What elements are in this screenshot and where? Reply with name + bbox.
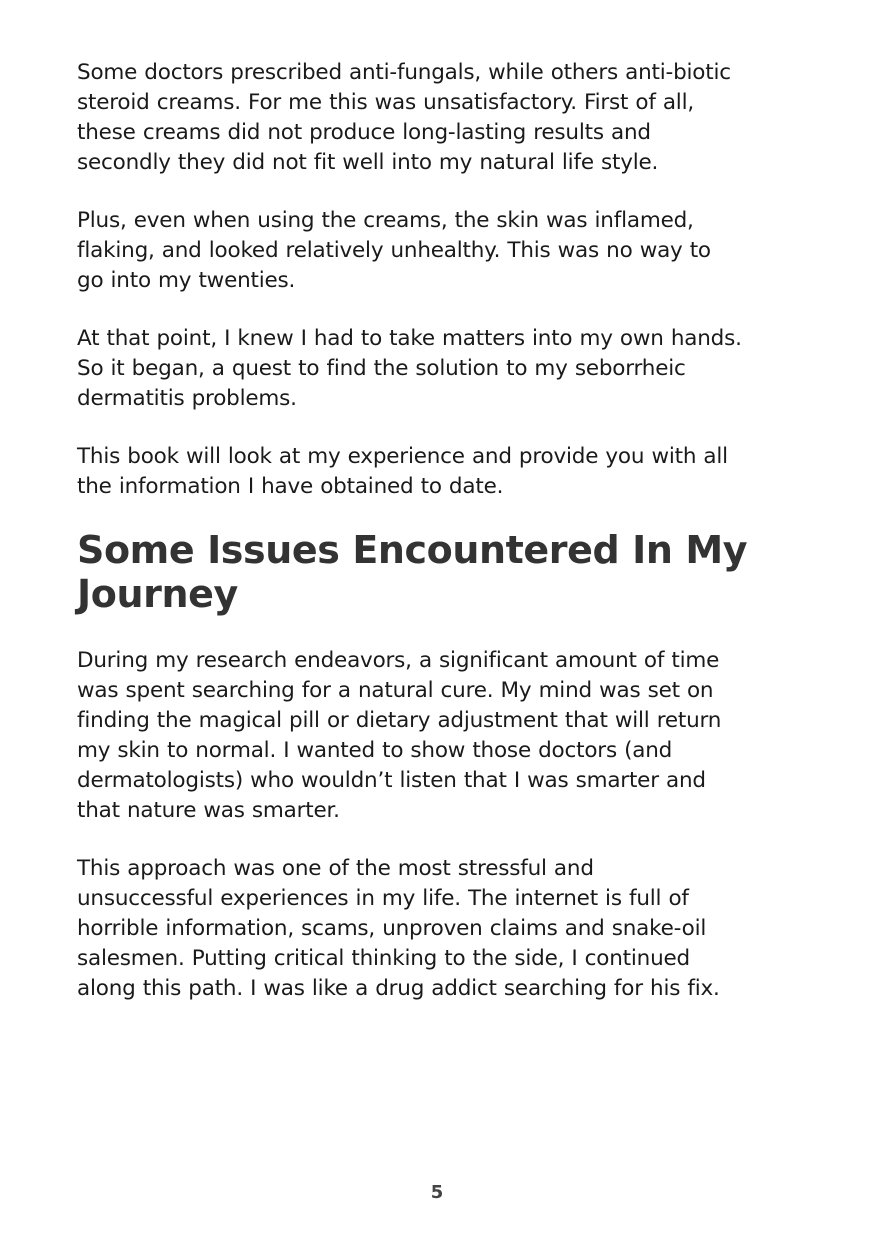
paragraph xyxy=(77,442,807,502)
text-line: During my research endeavors, a significant amount of time xyxy=(77,648,720,673)
paragraph xyxy=(77,646,807,826)
text-line: This book will look at my experience and provide you with all xyxy=(77,444,728,469)
text-line: go into my twenties. xyxy=(77,268,296,293)
heading-line: Some Issues Encountered In My xyxy=(77,528,748,572)
text-line: the information I have obtained to date. xyxy=(77,474,504,499)
text-line: these creams did not produce long-lasting results and xyxy=(77,120,651,145)
text-line: dermatitis problems. xyxy=(77,386,297,411)
paragraph xyxy=(77,324,807,414)
text-line: that nature was smarter. xyxy=(77,798,340,823)
page-content xyxy=(77,58,807,1004)
text-line: dermatologists) who wouldn’t listen that I was smarter and xyxy=(77,768,706,793)
text-line: flaking, and looked relatively unhealthy. This was no way to xyxy=(77,238,711,263)
text-line: finding the magical pill or dietary adjustment that will return xyxy=(77,708,722,733)
section-heading xyxy=(77,528,807,616)
paragraph xyxy=(77,58,807,178)
paragraph xyxy=(77,206,807,296)
text-line: along this path. I was like a drug addict searching for his fix. xyxy=(77,976,720,1001)
text-line: Plus, even when using the creams, the skin was inflamed, xyxy=(77,208,694,233)
text-line: my skin to normal. I wanted to show those doctors (and xyxy=(77,738,673,763)
page-number: 5 xyxy=(430,1182,444,1203)
text-line: unsuccessful experiences in my life. The internet is full of xyxy=(77,886,689,911)
text-line: Some doctors prescribed anti-fungals, while others anti-biotic xyxy=(77,60,731,85)
heading-line: Journey xyxy=(77,572,238,616)
text-line: was spent searching for a natural cure. My mind was set on xyxy=(77,678,714,703)
text-line: secondly they did not fit well into my natural life style. xyxy=(77,150,659,175)
text-line: At that point, I knew I had to take matters into my own hands. xyxy=(77,326,742,351)
text-line: This approach was one of the most stressful and xyxy=(77,856,594,881)
text-line: steroid creams. For me this was unsatisfactory. First of all, xyxy=(77,90,694,115)
text-line: salesmen. Putting critical thinking to the side, I continued xyxy=(77,946,690,971)
paragraph xyxy=(77,854,807,1004)
text-line: horrible information, scams, unproven claims and snake-oil xyxy=(77,916,707,941)
text-line: So it began, a quest to find the solution to my seborrheic xyxy=(77,356,686,381)
